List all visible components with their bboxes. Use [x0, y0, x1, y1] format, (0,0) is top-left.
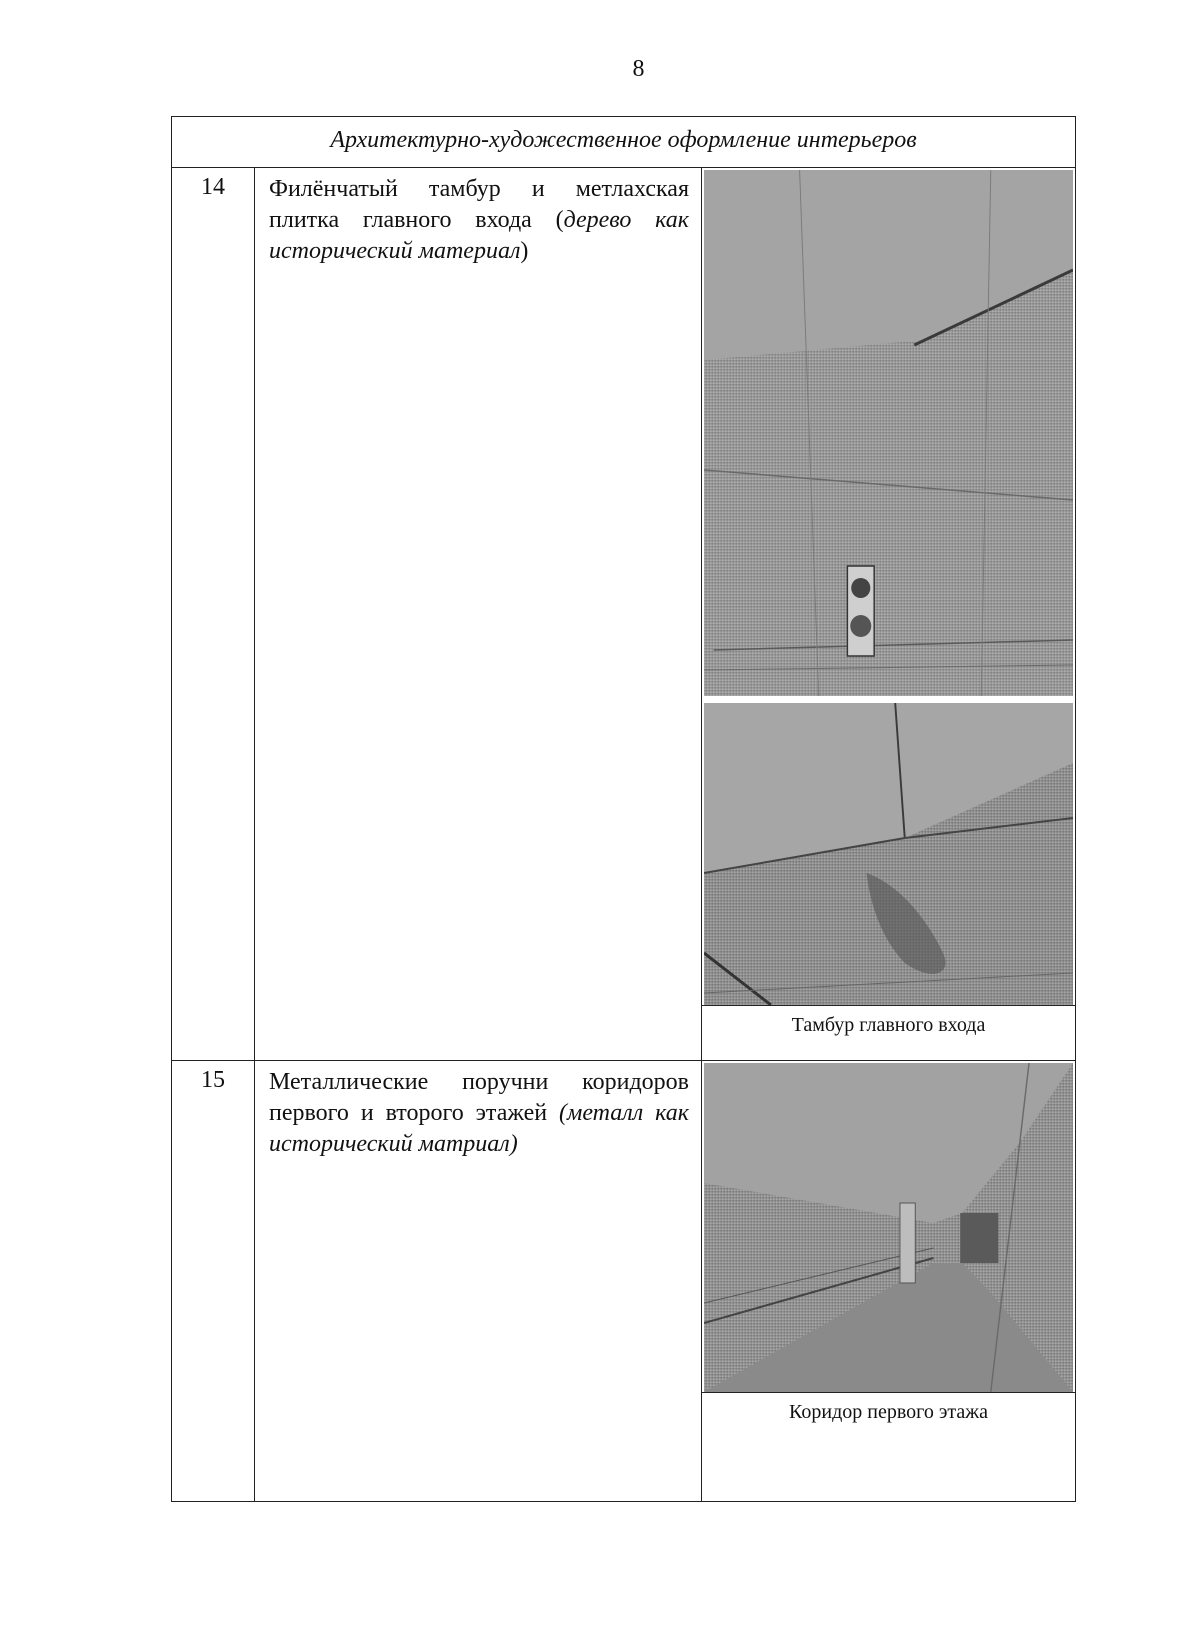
- row-description: [255, 1061, 702, 1501]
- heritage-table: [171, 116, 1076, 1502]
- photo-caption: Тамбур главного входа: [702, 1005, 1075, 1049]
- table-row: [172, 1061, 1075, 1501]
- photo-separator: [702, 696, 1075, 703]
- page-number: 8: [632, 56, 645, 82]
- description-end: ): [520, 238, 529, 264]
- description-text: Филёнчатый тамбур и метлахская плитка главного входа (: [269, 176, 689, 233]
- row-number: 14: [172, 168, 255, 1060]
- section-title: Архитектурно-художественное оформление интерьеров: [172, 117, 1075, 168]
- description-text: Металлические поручни коридоров первого и второго этажей: [269, 1069, 689, 1126]
- photo-tile-floor: [704, 703, 1073, 1005]
- row-photos: [702, 1061, 1075, 1501]
- photo-caption: Коридор первого этажа: [702, 1392, 1075, 1442]
- row-photos: [702, 168, 1075, 1060]
- row-number: 15: [172, 1061, 255, 1501]
- row-description: [255, 168, 702, 1060]
- table-row: [172, 168, 1075, 1061]
- photo-corridor: [704, 1063, 1073, 1392]
- description-italic: дерево как исторический материал: [269, 207, 689, 264]
- photo-tambour-panels: [704, 170, 1073, 696]
- description-italic: (металл как исторический матриал): [269, 1100, 689, 1157]
